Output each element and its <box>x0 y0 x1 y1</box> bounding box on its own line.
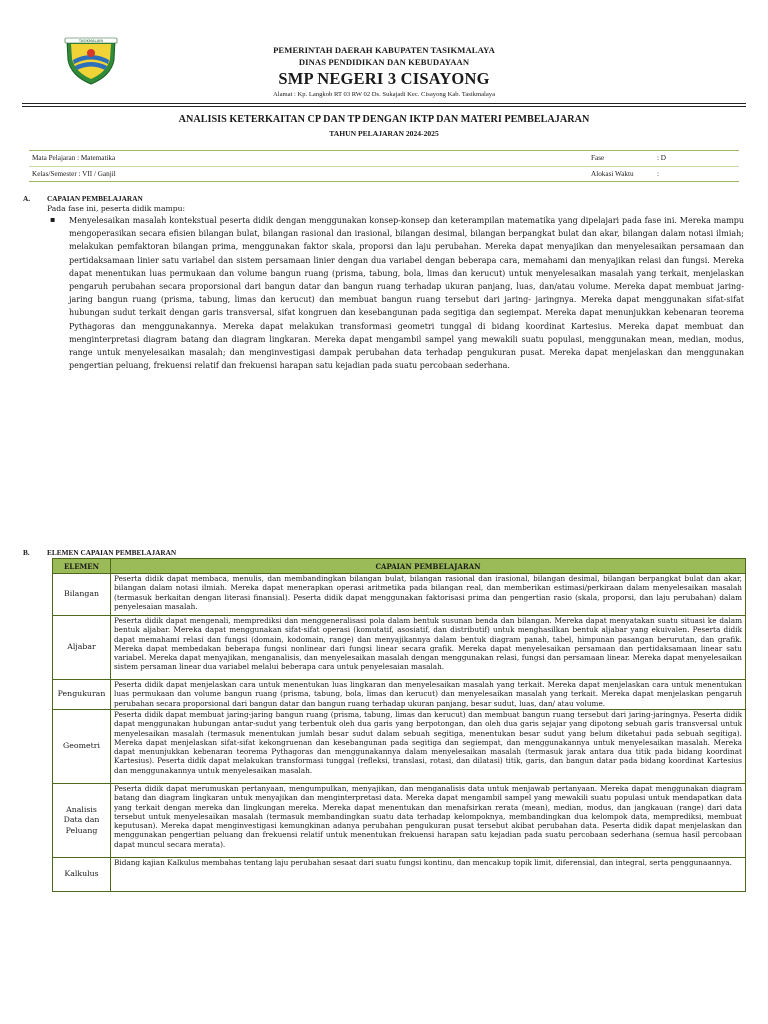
subject-info-table <box>29 150 739 182</box>
section-a-letter: A. <box>23 194 31 203</box>
table-row <box>53 616 746 680</box>
academic-year: TAHUN PELAJARAN 2024-2025 <box>329 129 439 138</box>
element-description: Peserta didik dapat menjelaskan cara untuk menentukan luas lingkaran dan menyelesaikan masalah yang terkait. Mereka dapat menjelaskan cara untuk menentukan luas permukaan dan volume bangun ruang (prisma, tabung, bola, limas dan kerucut) dan menyelesaikan masalah yang terkait. Mereka dapat menjelaskan pengaruh perubahan secara proporsional dari bangun datar dan bangun ruang terhadap ukuran panjang, besar sudut, luas, dan/ atau volume. <box>111 680 746 710</box>
element-name: Geometri <box>53 710 111 784</box>
document-title: ANALISIS KETERKAITAN CP DAN TP DENGAN IKTP DAN MATERI PEMBELAJARAN <box>178 114 590 125</box>
info-row-subject <box>29 151 739 166</box>
table-row <box>53 858 746 892</box>
alokasi-label: Alokasi Waktu <box>591 170 634 178</box>
element-name: Bilangan <box>53 574 111 616</box>
element-description: Peserta didik dapat membuat jaring-jaring bangun ruang (prisma, tabung, limas dan kerucut) dan membuat bangun ruang tersebut dari jaring-jaringnya. Peserta didik dapat menggunakan hubungan antar-sudut yang terbentuk oleh dua garis yang berpotongan, dan oleh dua garis sejajar yang dipotong sebuah garis transversal untuk menyelesaikan masalah (termasuk menentukan jumlah besar sudut dalam sebuah segitiga, menentukan besar sudut yang belum diketahui pada sebuah segitiga). Mereka dapat menjelaskan sifat-sifat kekongruenan dan kesebangunan pada segitiga dan segiempat, dan menggunakannya untuk menyelesaikan masalah. Mereka dapat menunjukkan kebenaran teorema Pythagoras dan menggunakannya dalam menyelesaikan masalah (termasuk jarak antara dua titik pada bidang koordinat Kartesius). Peserta didik dapat melakukan transformasi tunggal (refleksi, translasi, rotasi, dan dilatasi) titik, garis, dan bangun datar pada bidang koordinat Kartesius dan menggunakannya untuk menyelesaikan masalah. <box>111 710 746 784</box>
letterhead-government: PEMERINTAH DAERAH KABUPATEN TASIKMALAYA <box>273 45 495 55</box>
subject-label: Mata Pelajaran : Matematika <box>32 154 116 162</box>
table-row <box>53 574 746 616</box>
element-description: Peserta didik dapat merumuskan pertanyaan, mengumpulkan, menyajikan, dan menganalisis data untuk menjawab pertanyaan. Mereka dapat menggunakan diagram batang dan diagram lingkaran untuk menyajikan dan menginterpretasi data. Mereka dapat mengambil sampel yang mewakili suatu populasi untuk mendapatkan data yang terkait dengan mereka dan lingkungan mereka. Mereka dapat menentukan dan menafsirkan rerata (mean), median, modus, dan jangkauan (range) dari data tersebut untuk menyelesaikan masalah (termasuk membandingkan suatu data terhadap kelompoknya, membandingkan dua kelompok data, memprediksi, membuat keputusan). Mereka dapat menginvestigasi kemungkinan adanya perubahan pengukuran pusat tersebut akibat perubahan data. Peserta didik dapat menjelaskan dan menggunakan pengertian peluang dan frekuensi relatif untuk menentukan frekuensi harapan satu kejadian pada suatu percobaan sederhana (semua hasil percobaan dapat muncul secara merata). <box>111 784 746 858</box>
element-name: Aljabar <box>53 616 111 680</box>
fase-label: Fase <box>591 154 605 162</box>
element-name: Analisis Data dan Peluang <box>53 784 111 858</box>
svg-text:TASIKMALAYA: TASIKMALAYA <box>78 39 104 43</box>
school-name: SMP NEGERI 3 CISAYONG <box>278 69 490 88</box>
header-element: ELEMEN <box>53 559 111 574</box>
element-description: Bidang kajian Kalkulus membahas tentang laju perubahan sesaat dari suatu fungsi kontinu, dan mencakup topik limit, diferensial, dan integral, serta penggunaannya. <box>111 858 746 892</box>
element-name: Pengukuran <box>53 680 111 710</box>
school-address: Alamat : Kp. Langkob RT 03 RW 02 Ds. Sukajadi Kec. Cisayong Kab. Tasikmalaya <box>272 91 496 98</box>
table-row <box>53 710 746 784</box>
class-label: Kelas/Semester : VII / Ganjil <box>32 170 116 178</box>
section-a-title: CAPAIAN PEMBELAJARAN <box>47 194 143 203</box>
section-b-letter: B. <box>23 548 30 557</box>
letterhead-department: DINAS PENDIDIKAN DAN KEBUDAYAAN <box>298 57 470 67</box>
alokasi-value: : <box>657 170 659 178</box>
bullet-icon: ▪ <box>50 215 56 224</box>
header-cp: CAPAIAN PEMBELAJARAN <box>111 559 746 574</box>
cp-paragraph: Menyelesaikan masalah kontekstual peserta didik dengan menggunakan konsep-konsep dan keterampilan matematika yang dipelajari pada fase ini. Mereka mampu mengoperasikan secara efisien bilangan bulat, bilangan rasional dan irasional, bilangan desimal, bilangan berpangkat bulat dan akar, bilangan dalam notasi ilmiah; melakukan pemfaktoran bilangan prima, menggunakan faktor skala, proporsi dan laju perubahan. Mereka dapat menyajikan dan menyelesaikan persamaan dan pertidaksamaan linier satu variabel dan sistem persamaan linier dengan dua variabel dengan beberapa cara, memahami dan menyajikan relasi dan fungsi. Mereka dapat menentukan luas permukaan dan volume bangun ruang (prisma, tabung, bola, limas dan kerucut) untuk menyelesaikan masalah yang terkait, menjelaskan pengaruh perubahan secara proporsional dari bangun datar dan bangun ruang terhadap ukuran panjang, luas, dan/atau volume. Mereka dapat membuat jaring-jaring bangun ruang (prisma, tabung, limas dan kerucut) dan membuat bangun ruang tersebut dari jaring- jaringnya. Mereka dapat menggunakan sifat-sifat hubungan sudut terkait dengan garis transversal, sifat kongruen dan kesebangunan pada segitiga dan segiempat. Mereka dapat menunjukkan kebenaran teorema Pythagoras dan menggunakannya. Mereka dapat melakukan transformasi geometri tunggal di bidang koordinat Kartesius. Mereka dapat membuat dan menginterpretasi diagram batang dan diagram lingkaran. Mereka dapat mengambil sampel yang mewakili suatu populasi, menggunakan mean, median, modus, range untuk menyelesaikan masalah; dan menginvestigasi dampak perubahan data terhadap pengukuran pusat. Mereka dapat menjelaskan dan menggunakan pengertian peluang, frekuensi relatif dan frekuensi harapan satu kejadian pada suatu percobaan sederhana. <box>69 216 744 371</box>
elements-table <box>52 558 746 892</box>
section-a-intro: Pada fase ini, peserta didik mampu: <box>47 204 186 213</box>
letterhead-divider-thin <box>22 106 746 107</box>
element-description: Peserta didik dapat mengenali, memprediksi dan menggeneralisasi pola dalam bentuk susunan benda dan bilangan. Mereka dapat menyatakan suatu situasi ke dalam bentuk aljabar. Mereka dapat menggunakan sifat-sifat operasi (komutatif, asosiatif, dan distributif) untuk menghasilkan bentuk aljabar yang ekuivalen. Peserta didik dapat memahami relasi dan fungsi (domain, kodomain, range) dan menyajikannya dalam bentuk diagram panah, tabel, himpunan pasangan berurutan, dan grafik. Mereka dapat membedakan beberapa fungsi nonlinear dari fungsi linear secara grafik. Mereka dapat menyelesaikan persamaan dan pertidaksamaan linear satu variabel. Mereka dapat menyajikan, menganalisis, dan menyelesaikan masalah dengan menggunakan relasi, fungsi dan persamaan linear. Mereka dapat menyelesaikan sistem persaman linear dua variabel melalui beberapa cara untuk penyelesaian masalah. <box>111 616 746 680</box>
table-header-row <box>53 559 746 574</box>
element-description: Peserta didik dapat membaca, menulis, dan membandingkan bilangan bulat, bilangan rasional dan irasional, bilangan desimal, bilangan berpangkat bulat dan akar, bilangan dalam notasi ilmiah. Mereka dapat menerapkan operasi aritmetika pada bilangan real, dan memberikan estimasi/perkiraan dalam menyelesaikan masalah (termasuk berkaitan dengan literasi finansial). Peserta didik dapat menggunakan faktorisasi prima dan pengertian rasio (skala, proporsi, dan laju perubahan) dalam penyelesaian masalah. <box>111 574 746 616</box>
letterhead-divider <box>22 103 746 104</box>
element-name: Kalkulus <box>53 858 111 892</box>
info-row-class <box>29 166 739 182</box>
fase-value: : D <box>657 154 666 162</box>
section-b-title: ELEMEN CAPAIAN PEMBELAJARAN <box>47 548 177 557</box>
table-row <box>53 680 746 710</box>
table-row <box>53 784 746 858</box>
